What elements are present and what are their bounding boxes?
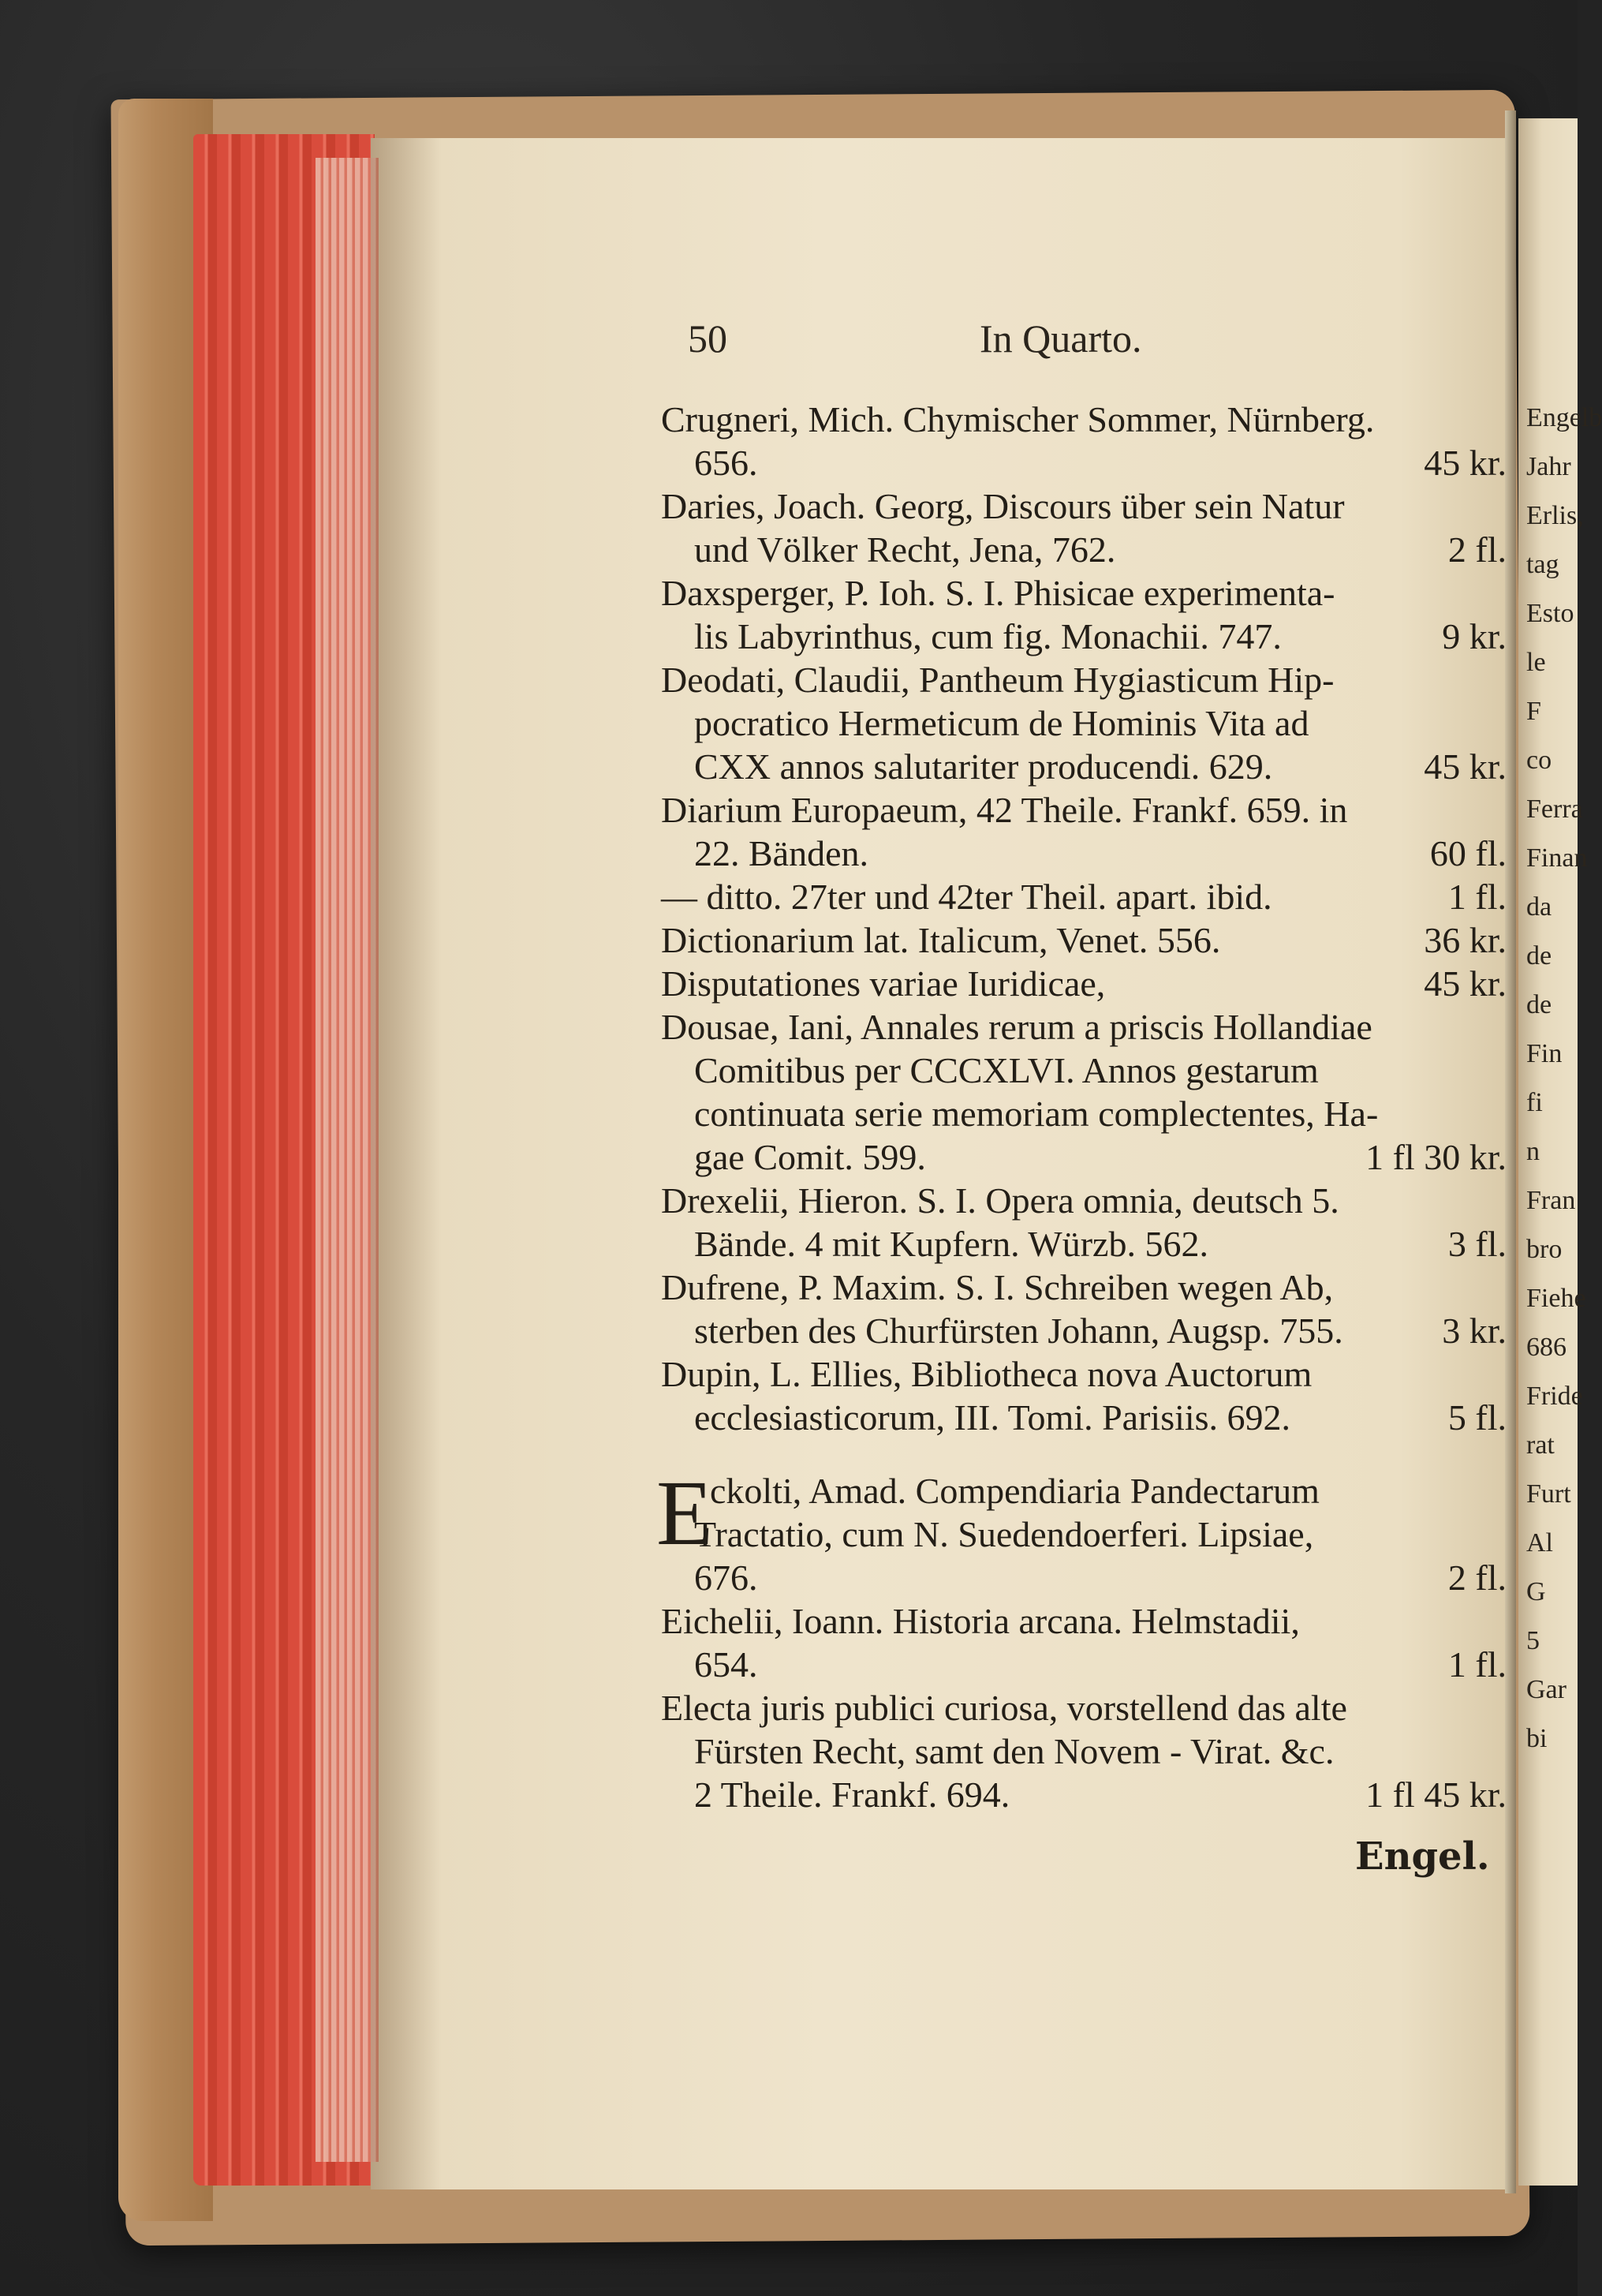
entry-text: sterben des Churfürsten Johann, Augsp. 755.: [694, 1311, 1343, 1351]
catalog-entry: [661, 1180, 1507, 1266]
entry-line: [661, 1557, 1507, 1600]
entry-price: 1 fl 30 kr.: [1365, 1137, 1507, 1177]
entry-text: Electa juris publici curiosa, vorstellend das alte: [661, 1688, 1347, 1728]
entry-line: [661, 1397, 1507, 1440]
entry-line: [661, 659, 1507, 702]
page-edges-inner: [316, 158, 379, 2162]
entry-line: [661, 1774, 1507, 1817]
entry-line: [661, 1223, 1507, 1266]
entry-text: Daxsperger, P. Ioh. S. I. Phisicae experimenta-: [661, 573, 1335, 613]
catalog-entry: [661, 1006, 1507, 1180]
entry-line: [661, 1136, 1507, 1180]
entry-price: 1 fl.: [1447, 1644, 1507, 1685]
entry-price: 3 kr.: [1442, 1311, 1507, 1351]
entry-text: lis Labyrinthus, cum fig. Monachii. 747.: [694, 616, 1282, 656]
page-number: 50: [688, 316, 727, 361]
entry-price: 1 fl 45 kr.: [1365, 1774, 1507, 1815]
neighbor-fragment: n: [1526, 1137, 1540, 1166]
neighbor-fragment: Gar: [1526, 1675, 1567, 1704]
entry-line: [661, 485, 1507, 529]
entry-line: [661, 746, 1507, 789]
entry-text: Dictionarium lat. Italicum, Venet. 556.: [661, 920, 1221, 960]
neighbor-fragment: co: [1526, 746, 1552, 775]
entry-line: [661, 832, 1507, 876]
gutter-shadow: [371, 138, 442, 2189]
neighbor-fragment: le: [1526, 648, 1546, 677]
entry-price: 45 kr.: [1424, 746, 1507, 787]
spine-fold: [1505, 110, 1516, 2193]
entry-text: Tractatio, cum N. Suedendoerferi. Lipsiae,: [694, 1514, 1314, 1554]
entry-text: — ditto. 27ter und 42ter Theil. apart. ibid.: [661, 877, 1272, 917]
entry-line: [661, 1266, 1507, 1310]
neighbor-page-fragments: [1526, 395, 1602, 1764]
entry-text: 656.: [694, 443, 758, 483]
catalog-entry: [661, 572, 1507, 659]
neighbor-fragment: Fride: [1526, 1382, 1583, 1411]
neighbor-fragment: fi: [1526, 1088, 1543, 1117]
neighbor-fragment: Esto: [1526, 599, 1574, 628]
entry-text: gae Comit. 599.: [694, 1137, 926, 1177]
entry-line: [661, 1600, 1507, 1643]
catalog-entry: [661, 659, 1507, 789]
entry-text: Dupin, L. Ellies, Bibliotheca nova Auctorum: [661, 1354, 1313, 1394]
entry-line: [661, 1470, 1507, 1513]
catalog-entry: [661, 398, 1507, 485]
entry-price: 3 fl.: [1447, 1224, 1507, 1264]
entry-line: [661, 876, 1507, 919]
neighbor-fragment: 5: [1526, 1626, 1540, 1655]
neighbor-fragment: Finan: [1526, 843, 1588, 873]
entry-text: Dufrene, P. Maxim. S. I. Schreiben wegen Ab,: [661, 1267, 1334, 1307]
entry-text: Dousae, Iani, Annales rerum a priscis Hollandiae: [661, 1007, 1372, 1047]
catalog-entry: [661, 1470, 1507, 1600]
entry-price: 5 fl.: [1447, 1397, 1507, 1438]
entry-text: Disputationes variae Iuridicae,: [661, 963, 1106, 1004]
neighbor-fragment: bi: [1526, 1724, 1548, 1753]
catalog-entry: [661, 876, 1507, 919]
catchword: Engel.: [1355, 1834, 1490, 1879]
entry-price: 9 kr.: [1442, 616, 1507, 656]
neighbor-fragment: rat: [1526, 1430, 1555, 1460]
entry-text: 654.: [694, 1644, 758, 1685]
entry-text: ecclesiasticorum, III. Tomi. Parisiis. 692.: [694, 1397, 1291, 1438]
neighbor-fragment: G: [1526, 1577, 1546, 1606]
entry-price: 36 kr.: [1424, 920, 1507, 960]
catalog-entry: [661, 789, 1507, 876]
neighbor-fragment: de: [1526, 941, 1552, 970]
neighbor-fragment: Ferra: [1526, 795, 1583, 824]
entry-line: [661, 702, 1507, 746]
entry-line: [661, 1310, 1507, 1353]
entry-text: 676.: [694, 1557, 758, 1598]
entry-text: Eichelii, Ioann. Historia arcana. Helmstadii,: [661, 1601, 1300, 1641]
entry-line: [661, 1687, 1507, 1730]
entry-line: [661, 529, 1507, 572]
section-gap: [661, 1440, 1507, 1470]
neighbor-fragment: F: [1526, 697, 1541, 726]
entry-text: ckolti, Amad. Compendiaria Pandectarum: [710, 1471, 1320, 1511]
entry-text: 22. Bänden.: [694, 833, 869, 873]
catalog-entries: [656, 398, 1507, 1817]
neighbor-fragment: Jahr: [1526, 452, 1571, 481]
running-title: In Quarto.: [980, 316, 1142, 361]
entry-line: [661, 1006, 1507, 1049]
neighbor-fragment: Engelb: [1526, 403, 1602, 432]
entry-line: [661, 1643, 1507, 1687]
entry-line: [661, 572, 1507, 615]
entry-text: continuata serie memoriam complectentes, Ha-: [694, 1094, 1379, 1134]
neighbor-fragment: 686: [1526, 1333, 1567, 1362]
neighbor-fragment: Fin: [1526, 1039, 1563, 1068]
entry-price: 2 fl.: [1447, 1557, 1507, 1598]
entry-line: [661, 1049, 1507, 1093]
entry-text: Drexelii, Hieron. S. I. Opera omnia, deutsch 5.: [661, 1180, 1339, 1221]
catalog-entry: [661, 919, 1507, 963]
entry-text: Diarium Europaeum, 42 Theile. Frankf. 659. in: [661, 790, 1348, 830]
entry-price: 60 fl.: [1429, 833, 1507, 873]
entry-text: Bände. 4 mit Kupfern. Würzb. 562.: [694, 1224, 1208, 1264]
entry-text: und Völker Recht, Jena, 762.: [694, 529, 1116, 570]
entry-price: 2 fl.: [1447, 529, 1507, 570]
entry-line: [661, 963, 1507, 1006]
entry-line: [661, 442, 1507, 485]
neighbor-fragment: Fran: [1526, 1186, 1576, 1215]
catalog-entry: [661, 485, 1507, 572]
entry-text: CXX annos salutariter producendi. 629.: [694, 746, 1273, 787]
catalog-entry: [661, 1687, 1507, 1817]
catalog-entry: [661, 1266, 1507, 1353]
entry-line: [661, 615, 1507, 659]
entry-text: Crugneri, Mich. Chymischer Sommer, Nürnberg.: [661, 399, 1375, 439]
entry-line: [661, 789, 1507, 832]
entry-price: 45 kr.: [1424, 963, 1507, 1004]
entry-text: 2 Theile. Frankf. 694.: [694, 1774, 1010, 1815]
entry-line: [661, 919, 1507, 963]
neighbor-fragment: da: [1526, 892, 1552, 922]
catalog-entry: [661, 1353, 1507, 1440]
neighbor-fragment: de: [1526, 990, 1552, 1019]
catalog-entry: [661, 963, 1507, 1006]
entry-text: Daries, Joach. Georg, Discours über sein Natur: [661, 486, 1345, 526]
entry-line: [661, 1180, 1507, 1223]
section-e: [656, 1461, 1507, 1817]
neighbor-fragment: Al: [1526, 1528, 1553, 1557]
drop-capital: E: [656, 1461, 714, 1565]
entry-price: 1 fl.: [1447, 877, 1507, 917]
page-header: [688, 316, 1240, 363]
entry-text: pocratico Hermeticum de Hominis Vita ad: [694, 703, 1309, 743]
entry-line: [661, 398, 1507, 442]
entry-line: [661, 1730, 1507, 1774]
entry-line: [661, 1513, 1507, 1557]
entry-line: [661, 1093, 1507, 1136]
neighbor-fragment: Fiehe: [1526, 1284, 1586, 1313]
neighbor-fragment: bro: [1526, 1235, 1563, 1264]
entry-text: Fürsten Recht, samt den Novem - Virat. &c.: [694, 1731, 1335, 1771]
neighbor-fragment: tag: [1526, 550, 1559, 579]
neighbor-fragment: Erlis,: [1526, 501, 1584, 530]
catalog-entry: [661, 1600, 1507, 1687]
entry-text: Comitibus per CCCXLVI. Annos gestarum: [694, 1050, 1319, 1090]
entry-line: [661, 1353, 1507, 1397]
entry-price: 45 kr.: [1424, 443, 1507, 483]
neighbor-fragment: Furt: [1526, 1479, 1571, 1509]
entry-text: Deodati, Claudii, Pantheum Hygiasticum Hip-: [661, 660, 1335, 700]
